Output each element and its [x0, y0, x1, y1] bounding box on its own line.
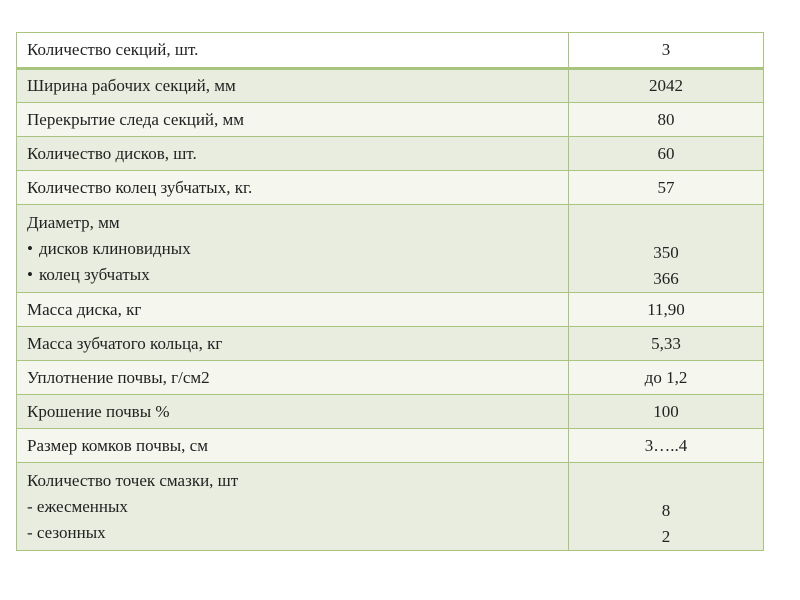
parameter-value: [569, 463, 764, 551]
table-row: [17, 327, 764, 361]
parameter-label: Крошение почвы %: [17, 395, 569, 429]
parameter-subitem: • колец зубчатых: [27, 262, 558, 288]
parameter-subitem: - ежесменных: [27, 496, 128, 516]
parameter-value: 3: [569, 33, 764, 69]
table-row: [17, 395, 764, 429]
parameter-subvalue: 366: [653, 269, 679, 288]
table-row: [17, 137, 764, 171]
parameter-label: [17, 463, 569, 551]
parameter-label: Уплотнение почвы, г/см2: [17, 361, 569, 395]
parameter-value: 2042: [569, 69, 764, 103]
parameter-value: 57: [569, 171, 764, 205]
parameter-value: 100: [569, 395, 764, 429]
parameter-value: [569, 205, 764, 293]
bullet-icon: [27, 239, 39, 258]
table-row: [17, 361, 764, 395]
parameter-value: 60: [569, 137, 764, 171]
parameter-label: Ширина рабочих секций, мм: [17, 69, 569, 103]
bullet-icon: [27, 265, 39, 284]
parameter-value: 3…..4: [569, 429, 764, 463]
parameter-value: до 1,2: [569, 361, 764, 395]
parameter-label: [17, 205, 569, 293]
parameter-value: 11,90: [569, 293, 764, 327]
parameter-label: Масса зубчатого кольца, кг: [17, 327, 569, 361]
parameter-subvalue: 350: [653, 243, 679, 262]
parameter-label: Количество колец зубчатых, кг.: [17, 171, 569, 205]
parameter-value: 80: [569, 103, 764, 137]
table-row: [17, 103, 764, 137]
parameter-group-title: Количество точек смазки, шт: [27, 470, 239, 490]
parameter-subitem: - сезонных: [27, 522, 106, 542]
parameter-label: Перекрытие следа секций, мм: [17, 103, 569, 137]
parameter-label: Масса диска, кг: [17, 293, 569, 327]
parameter-value: 5,33: [569, 327, 764, 361]
parameter-label: Размер комков почвы, см: [17, 429, 569, 463]
table-row: [17, 171, 764, 205]
parameter-subvalue: 2: [661, 527, 671, 546]
parameter-subitem: • дисков клиновидных: [27, 236, 558, 262]
parameter-label: Количество секций, шт.: [17, 33, 569, 69]
parameter-subvalue: 8: [661, 501, 671, 520]
table-row: [17, 463, 764, 551]
table-header-row: [17, 33, 764, 69]
table-row: [17, 293, 764, 327]
table-row: [17, 429, 764, 463]
table-row: [17, 205, 764, 293]
spec-table: [16, 32, 764, 551]
table-row: [17, 69, 764, 103]
parameter-group-title: Диаметр, мм: [27, 212, 120, 232]
parameter-label: Количество дисков, шт.: [17, 137, 569, 171]
